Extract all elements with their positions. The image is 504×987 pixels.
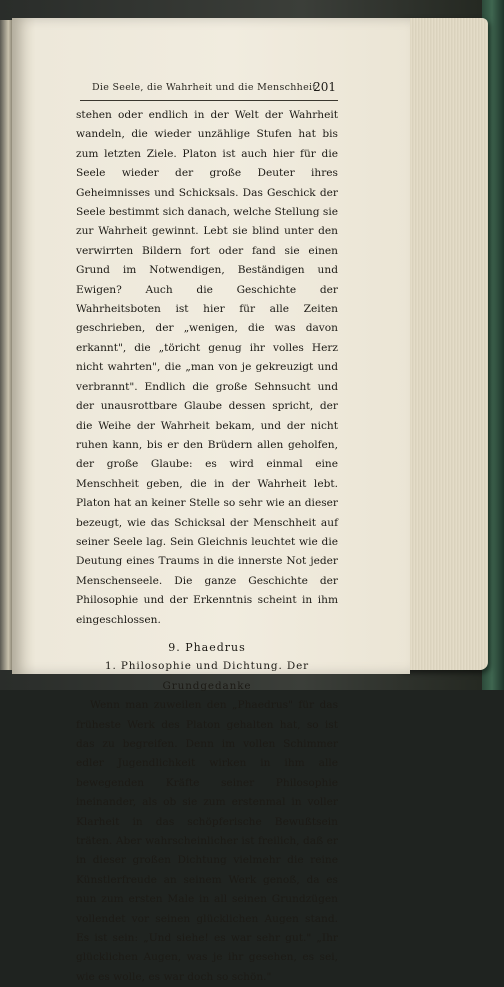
paragraph-1: stehen oder endlich in der Welt der Wahrheit wandeln, die wieder unzählige Stufen hat bis zum letzten Ziele. Platon ist auch hier für die Seele wieder der große Deuter ihres Geheimnisses und Schicksals. Das Geschick der Seele bestimmt sich danach, welche Stellung sie zur Wahrheit gewinnt. Lebt sie blind unter den verwirrten Bildern fort oder fand sie einen Grund im Notwendigen, Beständigen und Ewigen? Auch die Geschichte der Wahrheitsboten ist hier für alle Zeiten geschrieben, der „wenigen, die was davon erkannt", die „töricht genug ihr volles Herz nicht wahrten", die „man von je gekreuzigt und verbrannt". Endlich die große Sehnsucht und der unausrottbare Glaube dessen spricht, der die Weihe der Wahrheit bekam, und der nicht ruhen kann, bis er den Brüdern allen geholfen, der große Glaube: es wird einmal eine Menschheit geben, die in der Wahrheit lebt. Platon hat an keiner Stelle so sehr wie an dieser bezeugt, wie das Schicksal der Menschheit auf seiner Seele lag. Sein Gleichnis leuchtet wie die Deutung eines Traums in die innerste Not jeder Menschenseele. Die ganze Geschichte der Philosophie und der Erkenntnis scheint in ihm eingeschlossen.: [76, 109, 338, 626]
page-header: [80, 80, 338, 101]
facing-page-edge: [0, 20, 12, 670]
page-number: 201: [313, 80, 336, 94]
paragraph-2: Wenn man zuweilen den „Phaedrus" für das früheste Werk des Platon gehalten hat, so ist das zu begreifen. Denn im vollen Schimmer edler Jugendlichkeit wirken in ihm alle bewegenden Kräfte seiner Philosophie ineinander, als ob sie zum erstenmal in voller Klarheit in das schöpferische Bewußtsein träten. Aber wahrscheinlicher ist freilich, daß er in dieser großen Dichtung vielmehr die reine Künstlerfreude an seinem Werk genoß, da es nun zum ersten Male in all seinen Grundzügen vollendet vor seinen glücklichen Augen stand. Es ist sein: „Und siehe! es war sehr gut." „Ihr glücklichen Augen, was je ihr gesehen, es sei, wie es wolle, es war doch so schön.": [76, 699, 338, 983]
subsection-heading: 1. Philosophie und Dichtung. Der Grundgedanke: [104, 660, 310, 692]
page-body: [76, 106, 338, 987]
page-stack-edges: [400, 18, 488, 670]
running-title: Die Seele, die Wahrheit und die Menschheit: [92, 82, 317, 93]
section-heading: 9. Phaedrus: [168, 640, 246, 654]
